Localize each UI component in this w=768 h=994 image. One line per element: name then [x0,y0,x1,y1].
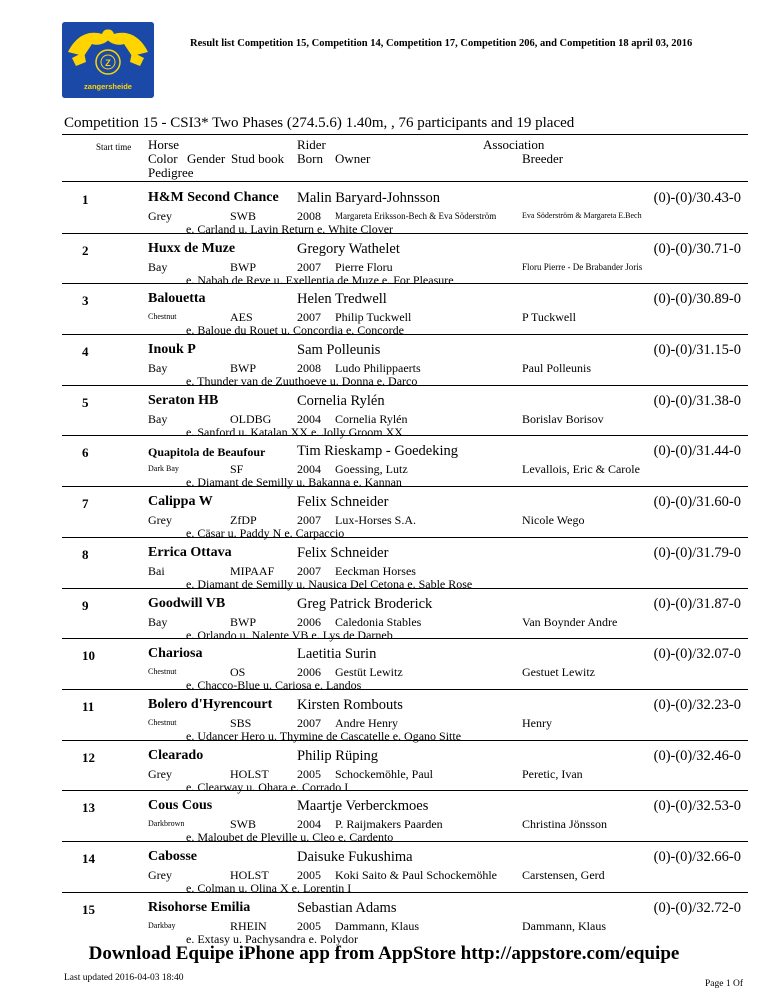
born-year: 2004 [297,462,321,477]
row-divider [62,435,748,436]
born-year: 2006 [297,665,321,680]
breeder: Floru Pierre - De Brabander Joris [522,261,643,272]
breeder: Henry [522,715,552,730]
horse-color: Chestnut [148,312,177,322]
owner: Margareta Eriksson-Bech & Eva Söderström [335,211,497,221]
result-score: (0)-(0)/31.44-0 [653,443,741,460]
result-row [0,740,768,794]
born-year: 2007 [297,715,321,730]
stud-book: BWP [230,259,257,274]
owner: Dammann, Klaus [335,918,419,933]
pedigree: e. Diamant de Semilly u. Nausica Del Cetona e. Sable Rose [186,576,473,591]
column-breeder: Breeder [522,151,564,166]
stud-book: BWP [230,614,257,629]
placement: 8 [82,546,89,562]
pedigree: e. Chacco-Blue u. Cariosa e. Landos [186,678,362,693]
stud-book: SWB [230,817,257,832]
horse-color: Darkbay [148,920,176,930]
page-number: Page 1 Of [705,979,743,989]
owner: Goessing, Lutz [335,462,408,477]
row-divider [62,689,748,690]
owner: Lux-Horses S.A. [335,513,416,528]
horse-color: Grey [148,766,172,781]
result-score: (0)-(0)/32.66-0 [653,848,741,865]
breeder: P Tuckwell [522,310,576,325]
result-score: (0)-(0)/32.53-0 [653,798,741,815]
result-score: (0)-(0)/31.38-0 [653,392,741,409]
placement: 3 [82,293,89,309]
placement: 9 [82,597,89,613]
stud-book: OS [230,665,246,680]
rider-name: Cornelia Rylén [297,392,385,409]
breeder: Dammann, Klaus [522,918,606,933]
born-year: 2005 [297,918,321,933]
breeder: Christina Jönsson [522,817,608,832]
svg-text:Z: Z [105,58,111,68]
column-gender: Gender [187,151,226,166]
column-born: Born [297,151,323,166]
rider-name: Laetitia Surin [297,646,377,663]
horse-name: Errica Ottava [148,544,232,560]
placement: 7 [82,496,89,512]
born-year: 2008 [297,361,321,376]
horse-name: Seraton HB [148,392,219,408]
result-row [0,486,768,541]
row-divider [62,385,748,386]
horse-color: Bay [148,411,168,426]
breeder: Gestuet Lewitz [522,665,595,680]
rider-name: Felix Schneider [297,494,389,511]
stud-book: HOLST [230,867,269,882]
rider-name: Malin Baryard-Johnsson [297,190,440,206]
born-year: 2008 [297,209,321,223]
column-stud-book: Stud book [231,151,285,166]
result-row [0,435,768,490]
horse-name: Balouetta [148,291,206,307]
pedigree: e. Sanford u. Katalan XX e. Jolly Groom XX [186,424,403,439]
column-start-time: Start time [96,142,132,152]
result-score: (0)-(0)/30.71-0 [653,240,741,257]
born-year: 2005 [297,766,321,781]
rider-name: Tim Rieskamp - Goedeking [297,443,458,460]
result-row [0,689,768,743]
rider-name: Sebastian Adams [297,899,397,916]
born-year: 2007 [297,563,321,578]
pedigree: e. Maloubet de Pleville u. Cleo e. Cardento [186,830,394,845]
placement: 11 [82,698,95,714]
breeder: Eva Söderström & Margareta E.Bech [522,211,642,220]
placement: 6 [82,445,89,461]
stud-book: ZfDP [230,513,257,528]
stud-book: SWB [230,209,257,223]
rider-name: Felix Schneider [297,544,389,561]
row-divider [62,537,748,538]
horse-name: H&M Second Chance [148,190,279,205]
result-score: (0)-(0)/30.43-0 [653,190,741,206]
result-row [0,182,768,236]
born-year: 2004 [297,411,321,426]
result-row [0,638,768,693]
row-divider [62,790,748,791]
born-year: 2007 [297,259,321,274]
placement: 4 [82,344,89,360]
horse-color: Dark Bay [148,464,179,474]
result-row [0,841,768,895]
owner: Caledonia Stables [335,614,422,629]
horse-name: Calippa W [148,494,213,510]
column-color: Color [148,151,178,166]
placement: 1 [82,192,89,207]
horse-color: Grey [148,209,172,223]
row-divider [62,233,748,234]
breeder: Levallois, Eric & Carole [522,462,640,477]
stud-book: MIPAAF [230,563,275,578]
pedigree: e. Clearway u. Ohara e. Corrado I [186,779,349,794]
result-row [0,283,768,338]
result-row [0,790,768,845]
placement: 12 [82,749,95,765]
owner: Cornelia Rylén [335,411,408,426]
column-pedigree: Pedigree [148,165,194,180]
result-score: (0)-(0)/31.15-0 [653,342,741,359]
horse-name: Inouk P [148,342,196,358]
rider-name: Maartje Verberckmoes [297,798,429,815]
born-year: 2005 [297,867,321,882]
owner: Andre Henry [335,715,398,730]
horse-color: Chestnut [148,717,177,727]
rider-name: Sam Polleunis [297,342,381,359]
horse-color: Grey [148,513,172,528]
document-header-title: Result list Competition 15, Competition 14, Competition 17, Competition 206, and Competition 18 april 03, 2016 [190,38,693,49]
row-divider [62,892,748,893]
result-row [0,334,768,389]
breeder: Paul Polleunis [522,361,592,376]
breeder: Peretic, Ivan [522,766,583,781]
rider-name: Kirsten Rombouts [297,696,403,713]
stud-book: SBS [230,715,252,730]
rider-name: Helen Tredwell [297,291,387,308]
owner: Philip Tuckwell [335,310,412,325]
horse-name: Risohorse Emilia [148,899,251,915]
stud-book: OLDBG [230,411,272,426]
stud-book: BWP [230,361,257,376]
horse-name: Quapitola de Beaufour [148,445,266,460]
row-divider [62,486,748,487]
result-row [0,588,768,642]
horse-color: Bay [148,259,168,274]
row-divider [62,841,748,842]
pedigree: e. Diamant de Semilly u. Bakanna e. Kannan [186,475,402,490]
placement: 10 [82,648,95,664]
result-score: (0)-(0)/31.87-0 [653,595,741,612]
result-score: (0)-(0)/30.89-0 [653,291,741,308]
competition-title: Competition 15 - CSI3* Two Phases (274.5.6) 1.40m, , 76 participants and 19 placed [64,115,575,131]
pedigree: e. Extasy u. Pachysandra e. Polydor [186,931,358,946]
horse-name: Cous Cous [148,798,213,814]
breeder: Van Boynder Andre [522,614,618,629]
result-row [0,233,768,287]
header-divider [62,134,748,135]
pedigree: e. Orlando u. Nalente VB e. Lys de Darneb [186,627,393,642]
placement: 2 [82,242,89,258]
owner: Eeckman Horses [335,563,416,578]
owner: Pierre Floru [335,259,393,274]
born-year: 2004 [297,817,321,832]
column-owner: Owner [335,151,371,166]
pedigree: e. Nabab de Reve u. Exellentia de Muze e. For Pleasure [186,272,454,287]
row-divider [62,740,748,741]
result-score: (0)-(0)/32.72-0 [653,899,741,916]
result-score: (0)-(0)/31.79-0 [653,544,741,561]
breeder: Borislav Borisov [522,411,604,426]
placement: 14 [82,850,95,866]
born-year: 2007 [297,310,321,325]
rider-name: Gregory Wathelet [297,240,400,257]
pedigree: e. Udancer Hero u. Thymine de Cascatelle e. Ogano Sitte [186,728,462,743]
breeder: Carstensen, Gerd [522,867,605,882]
zangersheide-logo [62,22,154,98]
pedigree: e. Baloue du Rouet u. Concordia e. Concorde [186,323,404,338]
horse-name: Bolero d'Hyrencourt [148,696,273,712]
pedigree: e. Cäsar u. Paddy N e. Carpaccio [186,526,345,541]
pedigree: e. Colman u. Olina X e. Lorentin I [186,880,352,895]
born-year: 2007 [297,513,321,528]
column-association: Association [483,137,545,152]
horse-color: Bay [148,614,168,629]
horse-name: Clearado [148,747,204,763]
owner: Koki Saito & Paul Schockemöhle [335,867,497,882]
result-score: (0)-(0)/32.07-0 [653,646,741,663]
placement: 15 [82,901,95,917]
result-row [0,385,768,439]
download-app-banner[interactable]: Download Equipe iPhone app from AppStore http://appstore.com/equipe [88,943,680,964]
horse-color: Chestnut [148,667,177,677]
result-score: (0)-(0)/31.60-0 [653,494,741,511]
stud-book: RHEIN [230,918,267,933]
stud-book: HOLST [230,766,269,781]
pedigree: e. Thunder van de Zuuthoeve u. Donna e. Darco [186,374,418,389]
rider-name: Daisuke Fukushima [297,848,413,865]
row-divider [62,283,748,284]
horse-color: Bai [148,563,165,578]
rider-name: Philip Rüping [297,747,378,764]
result-row [0,892,768,946]
owner: P. Raijmakers Paarden [335,817,443,832]
result-row [0,537,768,591]
born-year: 2006 [297,614,321,629]
results-list [0,182,768,946]
result-score: (0)-(0)/32.46-0 [653,747,741,764]
horse-color: Bay [148,361,168,376]
rider-name: Greg Patrick Broderick [297,595,433,612]
horse-name: Huxx de Muze [148,240,236,256]
horse-name: Cabosse [148,848,198,864]
placement: 5 [82,394,89,410]
owner: Schockemöhle, Paul [335,766,433,781]
column-rider: Rider [297,137,326,152]
placement: 13 [82,800,95,816]
breeder: Nicole Wego [522,513,585,528]
horse-color: Darkbrown [148,819,185,829]
row-divider [62,638,748,639]
horse-color: Grey [148,867,172,882]
horse-name: Goodwill VB [148,595,226,611]
last-updated: Last updated 2016-04-03 18:40 [64,973,184,983]
stud-book: AES [230,310,253,325]
row-divider [62,588,748,589]
row-divider [62,334,748,335]
stud-book: SF [230,462,244,477]
pedigree: e. Carland u. Lavin Return e. White Clover [186,222,394,236]
horse-name: Chariosa [148,646,203,662]
result-score: (0)-(0)/32.23-0 [653,696,741,713]
owner: Ludo Philippaerts [335,361,421,376]
logo-label: zangersheide [84,82,132,91]
owner: Gestüt Lewitz [335,665,403,680]
column-horse: Horse [148,137,180,152]
